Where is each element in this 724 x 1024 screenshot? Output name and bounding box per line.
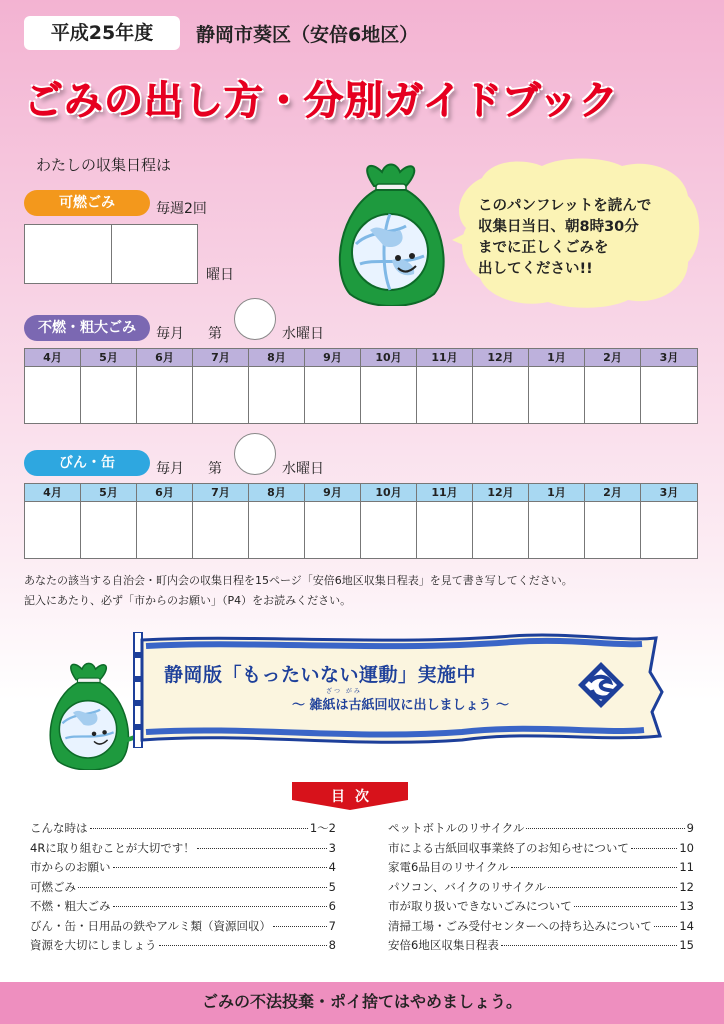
toc-leader-dots xyxy=(631,848,677,849)
toc-entry[interactable] xyxy=(30,879,336,899)
month-header: 8月 xyxy=(249,349,305,367)
toc-entry-page: 3 xyxy=(328,840,336,855)
nonburnable-day: 水曜日 xyxy=(282,326,324,342)
bubble-line-3: までに正しくごみを xyxy=(478,240,609,256)
toc-entry-page: 12 xyxy=(679,879,694,894)
toc-entry-label: 市による古紙回収事業終了のお知らせについて xyxy=(388,840,629,855)
bottle-ordinal: 第 xyxy=(208,461,222,477)
month-cell[interactable] xyxy=(641,502,697,558)
bottle-week-circle[interactable] xyxy=(234,433,276,475)
shizuoka-city-emblem-icon xyxy=(576,660,626,710)
toc-entry[interactable] xyxy=(388,820,694,840)
campaign-banner-subtitle: ～ 雑紙は古紙回収に出しましょう ～ xyxy=(292,698,510,713)
toc-leader-dots xyxy=(526,828,684,829)
month-cell[interactable] xyxy=(473,502,529,558)
month-cell[interactable] xyxy=(25,502,81,558)
toc-entry-page: 4 xyxy=(328,860,336,874)
month-cell[interactable] xyxy=(361,502,417,558)
toc-entry[interactable] xyxy=(388,937,694,957)
district-label: 静岡市葵区（安倍6地区） xyxy=(196,24,419,46)
toc-entry[interactable] xyxy=(388,918,694,938)
bubble-line-2: 収集日当日、朝8時30分 xyxy=(478,219,639,235)
campaign-banner-ruby: ざつ がみ xyxy=(326,688,362,695)
month-cell[interactable] xyxy=(473,367,529,423)
month-cell[interactable] xyxy=(529,367,585,423)
toc-entry-label: ペットボトルのリサイクル xyxy=(388,821,525,835)
bottle-day: 水曜日 xyxy=(282,461,324,477)
toc-entry[interactable] xyxy=(30,820,336,840)
toc-entry-label: 安倍6地区収集日程表 xyxy=(388,938,499,952)
month-cell[interactable] xyxy=(305,502,361,558)
month-cell[interactable] xyxy=(641,367,697,423)
toc-heading: 目次 xyxy=(331,789,379,805)
toc-entry-label: びん・缶・日用品の鉄やアルミ類（資源回収） xyxy=(30,918,272,933)
month-header: 1月 xyxy=(529,349,585,367)
nonburnable-week-circle[interactable] xyxy=(234,298,276,340)
burnable-weekday-suffix: 曜日 xyxy=(206,267,234,283)
bubble-line-4: 出してください!! xyxy=(478,261,593,277)
nonburnable-category-pill: 不燃・粗大ごみ xyxy=(24,315,150,341)
toc-entry-label: 家電6品目のリサイクル xyxy=(388,860,509,874)
bottle-frequency: 毎月 xyxy=(156,461,184,477)
month-cell[interactable] xyxy=(305,367,361,423)
month-cell[interactable] xyxy=(361,367,417,423)
garbage-bag-globe-mascot-icon xyxy=(40,660,136,770)
toc-entry-page: 11 xyxy=(679,860,694,874)
month-header: 4月 xyxy=(25,484,81,502)
month-header: 8月 xyxy=(249,484,305,502)
toc-leader-dots xyxy=(501,945,678,946)
month-cell[interactable] xyxy=(193,502,249,558)
month-header: 3月 xyxy=(641,349,697,367)
speech-bubble-text xyxy=(478,196,651,280)
month-header: 7月 xyxy=(193,349,249,367)
month-header: 2月 xyxy=(585,349,641,367)
weekday-box-2[interactable] xyxy=(112,225,198,283)
toc-entry-label: 市が取り扱いできないごみについて xyxy=(388,899,572,913)
toc-entry-page: 7 xyxy=(328,918,336,933)
month-cell[interactable] xyxy=(25,367,81,423)
toc-entry-label: 4Rに取り組むことが大切です！ xyxy=(30,840,195,855)
toc-entry[interactable] xyxy=(388,840,694,860)
month-cell[interactable] xyxy=(249,502,305,558)
nonburnable-ordinal: 第 xyxy=(208,326,222,342)
toc-entry-page: 13 xyxy=(679,899,694,913)
month-header: 10月 xyxy=(361,349,417,367)
month-header: 4月 xyxy=(25,349,81,367)
month-header: 6月 xyxy=(137,349,193,367)
toc-entry[interactable] xyxy=(30,918,336,938)
month-header: 11月 xyxy=(417,349,473,367)
month-header: 11月 xyxy=(417,484,473,502)
toc-entry-label: 可燃ごみ xyxy=(30,879,76,894)
burnable-frequency: 毎週2回 xyxy=(156,201,207,217)
toc-leader-dots xyxy=(113,867,327,868)
toc-entry-page: 14 xyxy=(679,918,694,933)
toc-right-column xyxy=(388,820,694,957)
toc-entry-label: こんな時は xyxy=(30,821,88,835)
garbage-bag-globe-mascot-icon xyxy=(330,160,450,306)
month-cell[interactable] xyxy=(81,502,137,558)
toc-entry[interactable] xyxy=(30,898,336,918)
instruction-note-line-2: 記入にあたり、必ず「市からのお願い」（P4）をお読みください。 xyxy=(24,594,352,607)
toc-entry[interactable] xyxy=(388,859,694,879)
month-header: 12月 xyxy=(473,349,529,367)
month-cell[interactable] xyxy=(249,367,305,423)
toc-leader-dots xyxy=(511,867,678,868)
instruction-note-line-1: あなたの該当する自治会・町内会の収集日程を15ページ「安倍6地区収集日程表」を見て書き写してください。 xyxy=(24,574,573,587)
month-cell[interactable] xyxy=(417,502,473,558)
toc-entry-page: 1～2 xyxy=(309,821,336,835)
month-cell[interactable] xyxy=(585,502,641,558)
month-header: 3月 xyxy=(641,484,697,502)
month-header: 1月 xyxy=(529,484,585,502)
toc-entry-label: 清掃工場・ごみ受付センターへの持ち込みについて xyxy=(388,918,652,933)
toc-entry[interactable] xyxy=(388,898,694,918)
month-header: 7月 xyxy=(193,484,249,502)
month-cell[interactable] xyxy=(585,367,641,423)
month-cell[interactable] xyxy=(417,367,473,423)
month-cell[interactable] xyxy=(193,367,249,423)
toc-entry-label: 資源を大切にしましょう xyxy=(30,938,157,952)
toc-entry-page: 6 xyxy=(328,899,336,913)
toc-entry-page: 9 xyxy=(686,821,694,835)
toc-entry[interactable] xyxy=(30,840,336,860)
fiscal-year-label: 平成25年度 xyxy=(24,16,180,50)
month-cell[interactable] xyxy=(137,367,193,423)
month-header: 9月 xyxy=(305,349,361,367)
burnable-category-pill: 可燃ごみ xyxy=(24,190,150,216)
month-header: 5月 xyxy=(81,484,137,502)
toc-leader-dots xyxy=(654,926,678,927)
toc-entry-label: 市からのお願い xyxy=(30,860,111,874)
toc-leader-dots xyxy=(273,926,327,927)
nonburnable-frequency: 毎月 xyxy=(156,326,184,342)
toc-entry[interactable] xyxy=(30,937,336,957)
toc-leader-dots xyxy=(574,906,678,907)
bubble-line-1: このパンフレットを読んで xyxy=(478,198,652,214)
schedule-label: わたしの収集日程は xyxy=(36,156,172,174)
toc-leader-dots xyxy=(197,848,327,849)
burnable-weekday-boxes[interactable] xyxy=(24,224,198,284)
footer-banner: ごみの不法投棄・ポイ捨てはやめましょう。 xyxy=(0,982,724,1024)
toc-entry[interactable] xyxy=(388,879,694,899)
toc-leader-dots xyxy=(90,828,308,829)
bottle-month-grid xyxy=(24,483,698,559)
month-cell[interactable] xyxy=(137,502,193,558)
nonburnable-month-grid xyxy=(24,348,698,424)
month-header: 2月 xyxy=(585,484,641,502)
toc-entry-page: 10 xyxy=(679,840,694,855)
toc-entry-page: 8 xyxy=(328,938,336,952)
month-header: 12月 xyxy=(473,484,529,502)
month-header: 10月 xyxy=(361,484,417,502)
toc-leader-dots xyxy=(159,945,327,946)
bottle-can-category-pill: びん・缶 xyxy=(24,450,150,476)
month-cell[interactable] xyxy=(529,502,585,558)
toc-leader-dots xyxy=(548,887,677,888)
page-title: ごみの出し方・分別ガイドブック xyxy=(24,79,619,124)
month-cell[interactable] xyxy=(81,367,137,423)
toc-entry-label: パソコン、バイクのリサイクル xyxy=(388,879,547,894)
toc-entry[interactable] xyxy=(30,859,336,879)
month-header: 6月 xyxy=(137,484,193,502)
toc-entry-page: 5 xyxy=(328,879,336,894)
toc-leader-dots xyxy=(113,906,327,907)
campaign-banner-title: 静岡版「もったいない運動」実施中 xyxy=(164,664,477,686)
toc-leader-dots xyxy=(78,887,327,888)
month-header: 9月 xyxy=(305,484,361,502)
weekday-box-1[interactable] xyxy=(25,225,112,283)
toc-entry-label: 不燃・粗大ごみ xyxy=(30,899,111,913)
month-header: 5月 xyxy=(81,349,137,367)
toc-left-column xyxy=(30,820,336,957)
toc-entry-page: 15 xyxy=(679,938,694,952)
